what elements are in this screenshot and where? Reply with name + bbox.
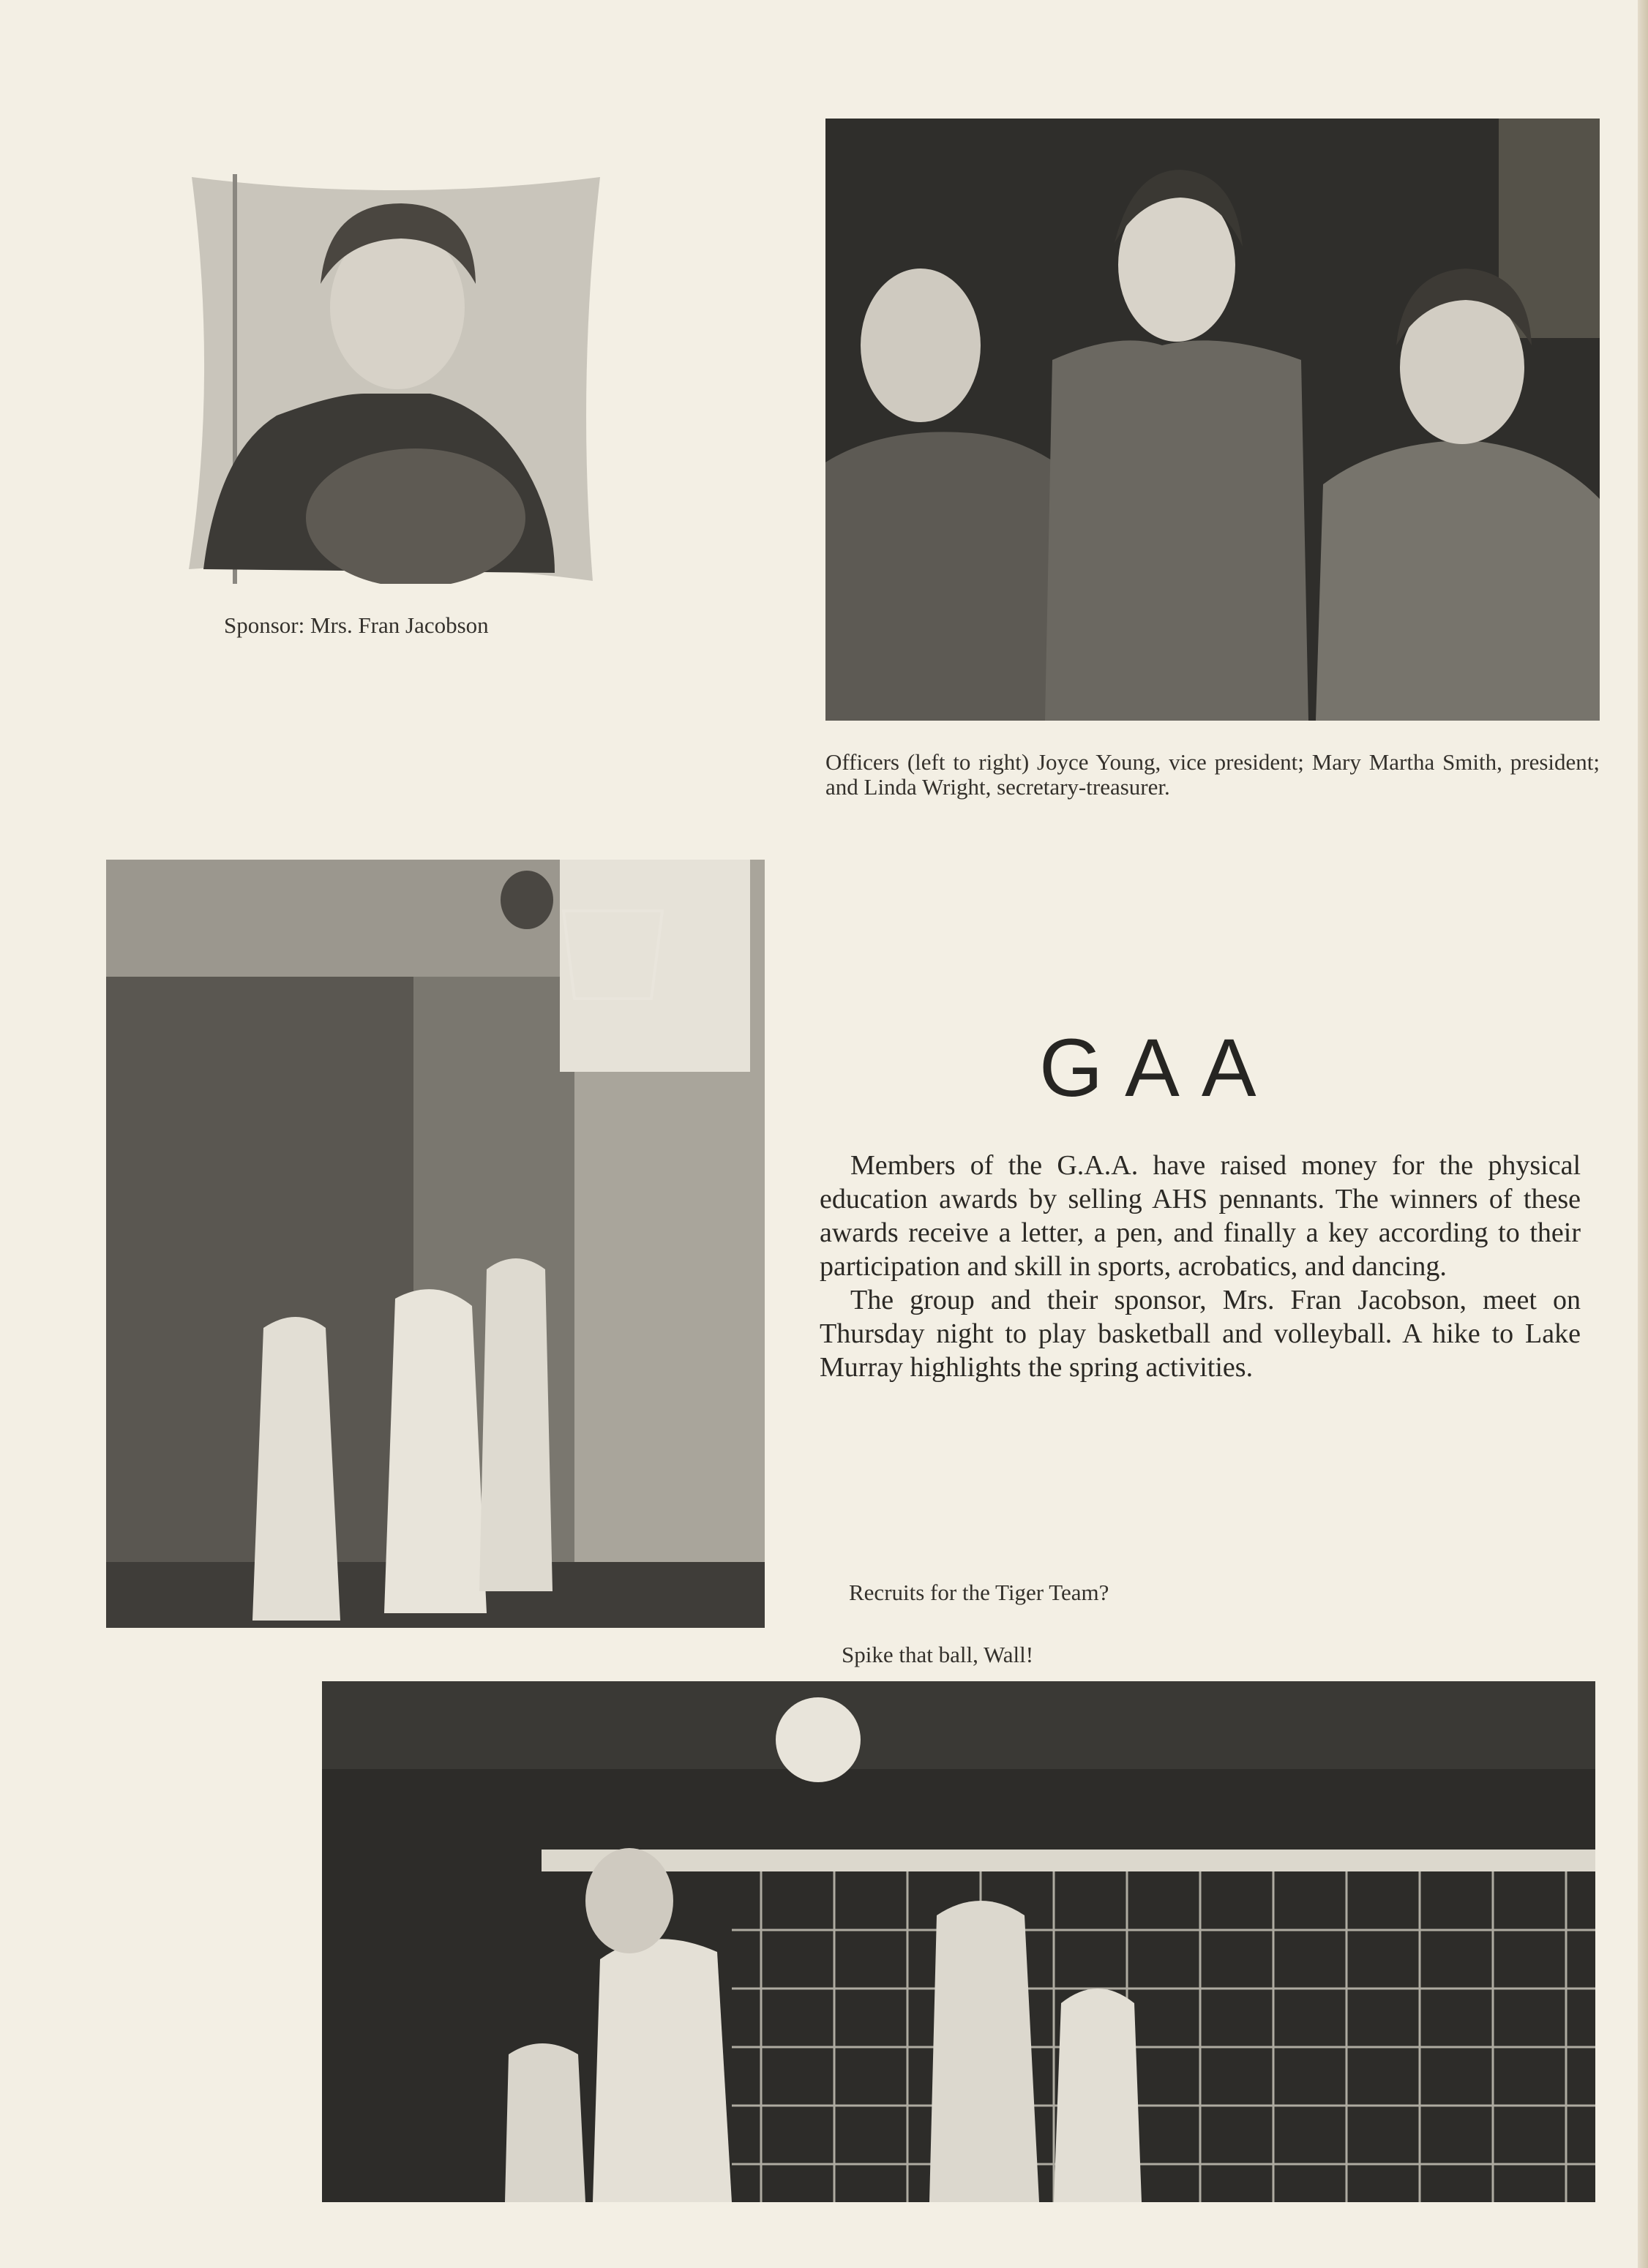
volleyball-caption: Spike that ball, Wall! xyxy=(842,1642,1034,1667)
sponsor-photo xyxy=(189,174,603,584)
officers-caption: Officers (left to right) Joyce Young, vice president; Mary Martha Smith, president; and Linda Wright, secretary-treasurer. xyxy=(825,749,1600,800)
basketball-photo xyxy=(106,860,765,1628)
gaa-description xyxy=(820,1149,1581,1384)
officers-photo xyxy=(825,119,1600,721)
volleyball-photo xyxy=(322,1681,1595,2202)
body-paragraph: Members of the G.A.A. have raised money for the physical education awards by selling AHS pennants. The winners of these awards receive a letter, a pen, and finally a key according to their participation and skill in sports, acrobatics, and dancing. xyxy=(820,1150,1581,1282)
basketball-caption: Recruits for the Tiger Team? xyxy=(849,1580,1109,1605)
page-title: GAA xyxy=(1039,1022,1278,1114)
page-edge xyxy=(1638,0,1648,2268)
body-paragraph: The group and their sponsor, Mrs. Fran Jacobson, meet on Thursday night to play basketball and volleyball. A hike to Lake Murray highlights the spring activities. xyxy=(820,1285,1581,1383)
sponsor-caption: Sponsor: Mrs. Fran Jacobson xyxy=(224,612,489,638)
